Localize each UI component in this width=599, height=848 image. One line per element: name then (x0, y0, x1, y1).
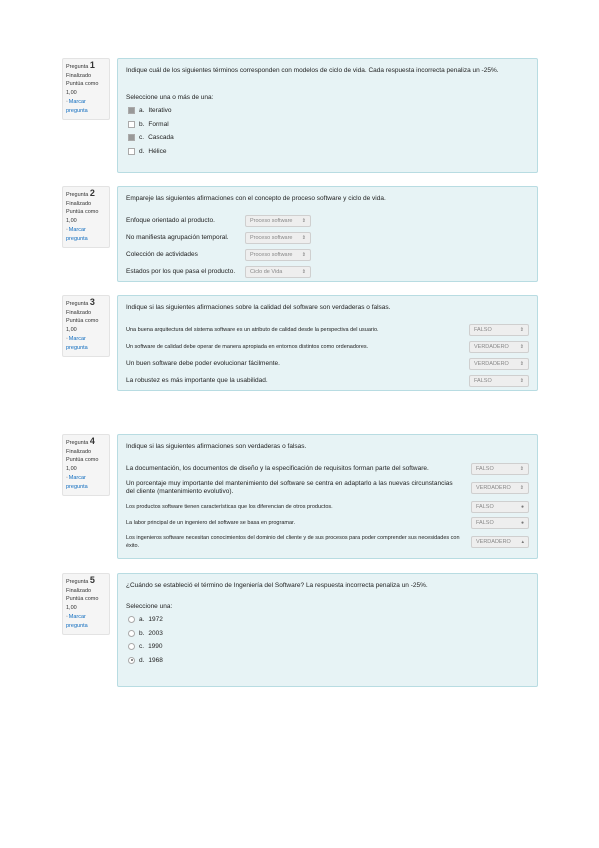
answer-option[interactable]: d. Hélice (126, 145, 529, 159)
question-info (62, 186, 110, 248)
chevron-updown-icon: ⇕ (519, 343, 524, 350)
question-status: Finalizado (66, 309, 92, 316)
chevron-updown-icon: ⇕ (301, 268, 306, 275)
question-info (62, 295, 110, 357)
question-score: 1,00 (66, 217, 77, 224)
match-select[interactable]: VERDADERO ▴ (471, 536, 529, 548)
question-number: 1 (89, 60, 95, 70)
flag-question-link[interactable]: ▫Marcar pregunta (66, 99, 88, 114)
match-row: La labor principal de un ingeniero del software se basa en programar. FALSO ● (126, 515, 529, 531)
question-score-label: Puntúa como (66, 81, 99, 87)
match-row: No manifiesta agrupación temporal. Proceso software ⇕ (126, 229, 311, 246)
match-row: La documentación, los documentos de diseño y la especificación de requisitos forman parte del software. FALSO ⇕ (126, 460, 529, 477)
match-row: Los ingenieros software necesitan conocimientos del dominio del cliente y de sus procesos para poder comprender sus necesidades con éxito. VERDADERO ▴ (126, 531, 529, 553)
match-row: Enfoque orientado al producto. Proceso software ⇕ (126, 212, 311, 229)
flag-icon: ▫ (66, 475, 68, 481)
question-score: 1,00 (66, 89, 77, 96)
match-select[interactable]: Proceso software ⇕ (245, 232, 311, 244)
question-label: Pregunta (66, 64, 89, 70)
flag-question-link[interactable]: ▫Marcar pregunta (66, 336, 88, 351)
answer-option[interactable]: b. 2003 (126, 627, 529, 641)
question-number: 2 (89, 188, 95, 198)
question-content (117, 573, 538, 687)
question-number: 5 (89, 575, 95, 585)
answer-option[interactable]: c. 1990 (126, 640, 529, 654)
chevron-updown-icon: ⇕ (301, 234, 306, 241)
question-label: Pregunta (66, 192, 89, 198)
radio-button[interactable] (128, 643, 135, 650)
question-score: 1,00 (66, 326, 77, 333)
question-score: 1,00 (66, 465, 77, 472)
match-select[interactable]: FALSO ⇕ (469, 375, 529, 387)
flag-icon: ▫ (66, 99, 68, 105)
question-status: Finalizado (66, 200, 92, 207)
question-content (117, 295, 538, 391)
checkbox[interactable] (128, 107, 135, 114)
question-number: 3 (89, 297, 95, 307)
question-score-label: Puntúa como (66, 457, 99, 463)
answer-option[interactable]: c. Cascada (126, 131, 529, 145)
chevron-updown-icon: ⇕ (301, 217, 306, 224)
match-select[interactable]: VERDADERO ⇕ (471, 482, 529, 494)
match-row: Los productos software tienen características que los diferencian de otros productos. FALSO ● (126, 499, 529, 515)
question-info (62, 573, 110, 635)
chevron-updown-icon: ⇕ (519, 377, 524, 384)
checkbox[interactable] (128, 134, 135, 141)
question-content (117, 434, 538, 559)
match-row: Un porcentaje muy importante del mantenimiento del software se centra en adaptarlo a las nuevas circunstancias del cliente (mantenimiento evolutivo). VERDADERO ⇕ (126, 477, 529, 499)
answer-option[interactable]: a. 1972 (126, 613, 529, 627)
match-select[interactable]: FALSO ● (471, 517, 529, 529)
question-text: Indique si las siguientes afirmaciones son verdaderas o falsas. (126, 443, 307, 450)
match-row: Un buen software debe poder evolucionar fácilmente. VERDADERO ⇕ (126, 355, 529, 372)
question-content (117, 186, 538, 282)
question-label: Pregunta (66, 440, 89, 446)
question-text: Indique si las siguientes afirmaciones sobre la calidad del software son verdaderas o falsas. (126, 304, 391, 311)
flag-question-link[interactable]: ▫Marcar pregunta (66, 227, 88, 242)
radio-button[interactable] (128, 630, 135, 637)
match-select[interactable]: FALSO ● (471, 501, 529, 513)
flag-icon: ▫ (66, 614, 68, 620)
chevron-updown-icon: ⇕ (519, 485, 524, 491)
answer-prompt: Seleccione una: (126, 603, 173, 610)
match-select[interactable]: FALSO ⇕ (469, 324, 529, 336)
match-select[interactable]: Ciclo de Vida ⇕ (245, 266, 311, 278)
match-row: La robustez es más importante que la usabilidad. FALSO ⇕ (126, 372, 529, 389)
question-score-label: Puntúa como (66, 596, 99, 602)
question-text: ¿Cuándo se estableció el término de Ingeniería del Software? La respuesta incorrecta penaliza un -25%. (126, 582, 428, 589)
question-text: Indique cuál de los siguientes términos corresponden con modelos de ciclo de vida. Cada respuesta incorrecta penaliza un -25%. (126, 67, 499, 74)
match-select[interactable]: VERDADERO ⇕ (469, 341, 529, 353)
radio-button[interactable] (128, 616, 135, 623)
chevron-updown-icon: ⇕ (519, 326, 524, 333)
flag-icon: ▫ (66, 227, 68, 233)
chevron-updown-icon: ● (520, 504, 524, 510)
match-select[interactable]: FALSO ⇕ (471, 463, 529, 475)
chevron-updown-icon: ▴ (521, 539, 524, 545)
question-content (117, 58, 538, 173)
question-status: Finalizado (66, 587, 92, 594)
match-select[interactable]: Proceso software ⇕ (245, 249, 311, 261)
match-select[interactable]: Proceso software ⇕ (245, 215, 311, 227)
question-status: Finalizado (66, 448, 92, 455)
match-row: Una buena arquitectura del sistema software es un atributo de calidad desde la perspectiva del usuario. FALSO ⇕ (126, 321, 529, 338)
checkbox[interactable] (128, 121, 135, 128)
question-score: 1,00 (66, 604, 77, 611)
answer-option[interactable]: d. 1968 (126, 654, 529, 668)
chevron-updown-icon: ● (520, 520, 524, 526)
question-text: Empareje las siguientes afirmaciones con el concepto de proceso software y ciclo de vida. (126, 195, 386, 202)
match-row: Un software de calidad debe operar de manera apropiada en entornos distintos como ordenadores. VERDADERO ⇕ (126, 338, 529, 355)
answer-option[interactable]: b. Formal (126, 118, 529, 132)
question-info (62, 434, 110, 496)
match-select[interactable]: VERDADERO ⇕ (469, 358, 529, 370)
radio-button[interactable] (128, 657, 135, 664)
answer-option[interactable]: a. Iterativo (126, 104, 529, 118)
question-status: Finalizado (66, 72, 92, 79)
chevron-updown-icon: ⇕ (519, 465, 524, 472)
flag-question-link[interactable]: ▫Marcar pregunta (66, 475, 88, 490)
checkbox[interactable] (128, 148, 135, 155)
chevron-updown-icon: ⇕ (519, 360, 524, 367)
match-row: Colección de actividades Proceso software ⇕ (126, 246, 311, 263)
question-info (62, 58, 110, 120)
question-number: 4 (89, 436, 95, 446)
question-score-label: Puntúa como (66, 318, 99, 324)
chevron-updown-icon: ⇕ (301, 251, 306, 258)
answer-prompt: Seleccione una o más de una: (126, 94, 214, 101)
question-score-label: Puntúa como (66, 209, 99, 215)
flag-question-link[interactable]: ▫Marcar pregunta (66, 614, 88, 629)
question-label: Pregunta (66, 301, 89, 307)
question-label: Pregunta (66, 579, 89, 585)
flag-icon: ▫ (66, 336, 68, 342)
match-row: Estados por los que pasa el producto. Ciclo de Vida ⇕ (126, 263, 311, 280)
